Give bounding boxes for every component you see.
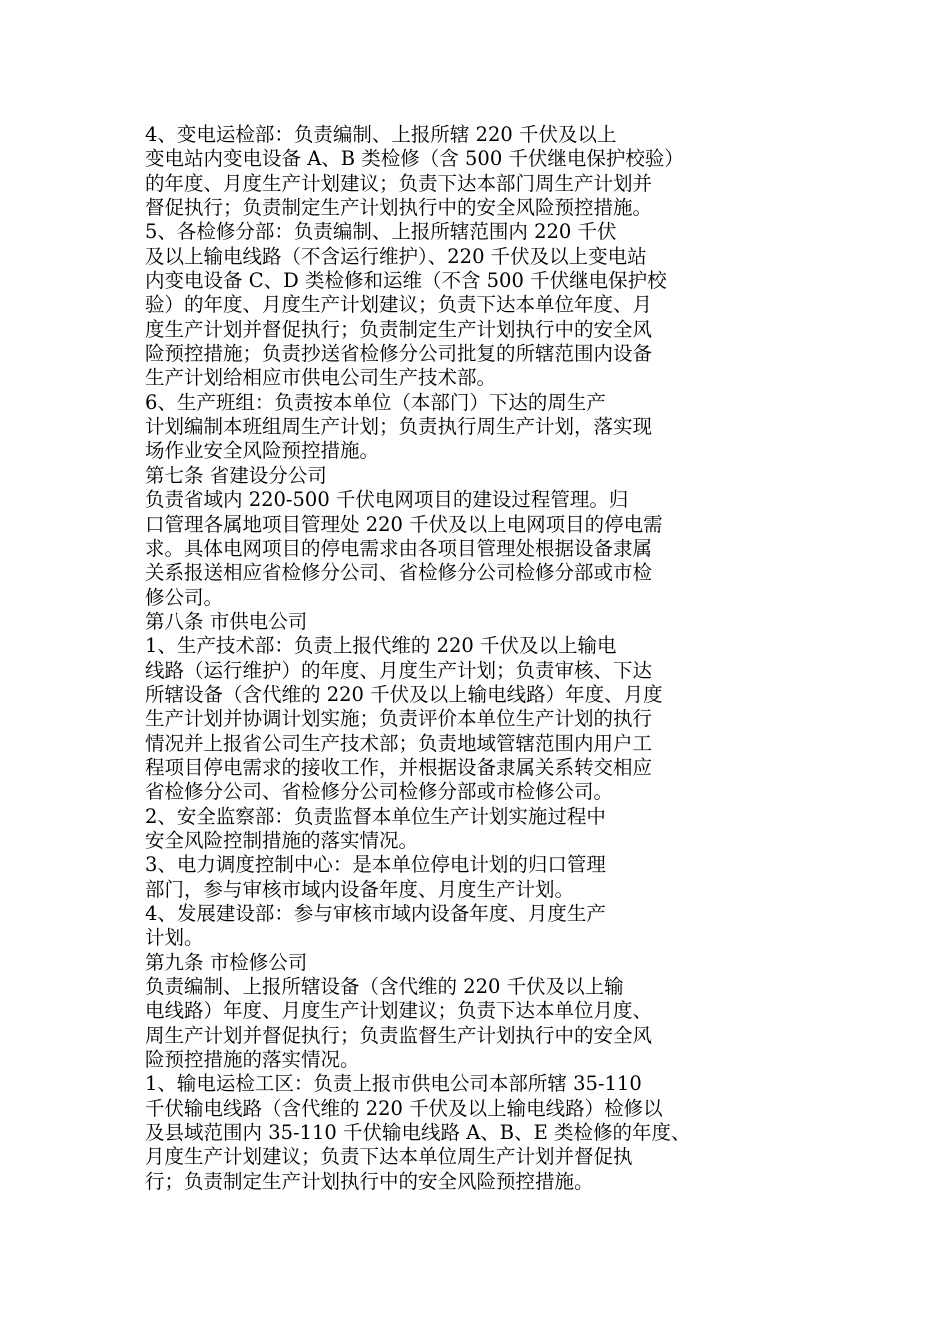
text-line: 4、发展建设部：参与审核市域内设备年度、月度生产 (145, 902, 606, 925)
text-line: 情况并上报省公司生产技术部；负责地域管辖范围内用户工 (145, 731, 653, 755)
text-line: 千伏输电线路（含代维的 220 千伏及以上输电线路）检修以 (145, 1096, 663, 1120)
text-line: 4、变电运检部：负责编制、上报所辖 220 千伏及以上 (145, 123, 617, 146)
text-line: 内变电设备 C、D 类检修和运维（不含 500 千伏继电保护校 (145, 269, 667, 293)
section-heading: 第八条 市供电公司 (145, 609, 308, 633)
text-line: 行；负责制定生产计划执行中的安全风险预控措施。 (145, 1169, 594, 1193)
section-heading: 第九条 市检修公司 (145, 950, 308, 974)
text-line: 计划。 (145, 926, 204, 950)
text-line: 求。具体电网项目的停电需求由各项目管理处根据设备隶属 (145, 536, 653, 560)
text-line: 周生产计划并督促执行；负责监督生产计划执行中的安全风 (145, 1023, 653, 1047)
text-line: 生产计划给相应市供电公司生产技术部。 (145, 366, 497, 390)
text-line: 及以上输电线路（不含运行维护）、220 千伏及以上变电站 (145, 244, 647, 268)
text-line: 1、输电运检工区：负责上报市供电公司本部所辖 35-110 (145, 1072, 642, 1096)
text-line: 6、生产班组：负责按本单位（本部门）下达的周生产 (145, 390, 606, 414)
text-line: 险预控措施的落实情况。 (145, 1048, 360, 1072)
text-line: 安全风险控制措施的落实情况。 (145, 828, 419, 852)
text-line: 计划编制本班组周生产计划；负责执行周生产计划，落实现 (145, 415, 653, 439)
text-line: 的年度、月度生产计划建议；负责下达本部门周生产计划并 (145, 171, 653, 195)
text-line: 场作业安全风险预控措施。 (145, 439, 380, 463)
text-line: 险预控措施；负责抄送省检修分公司批复的所辖范围内设备 (145, 342, 653, 366)
section-heading: 第七条 省建设分公司 (145, 463, 327, 487)
text-line: 修公司。 (145, 585, 224, 609)
text-line: 1、生产技术部：负责上报代维的 220 千伏及以上输电 (145, 634, 617, 658)
text-line: 部门，参与审核市域内设备年度、月度生产计划。 (145, 877, 575, 901)
text-line: 负责省域内 220-500 千伏电网项目的建设过程管理。归 (145, 488, 629, 512)
text-line: 月度生产计划建议；负责下达本单位周生产计划并督促执 (145, 1145, 633, 1169)
text-line: 生产计划并协调计划实施；负责评价本单位生产计划的执行 (145, 707, 653, 731)
text-line: 关系报送相应省检修分公司、省检修分公司检修分部或市检 (145, 561, 653, 585)
text-line: 电线路）年度、月度生产计划建议；负责下达本单位月度、 (145, 999, 653, 1023)
text-line: 2、安全监察部：负责监督本单位生产计划实施过程中 (145, 804, 606, 828)
text-line: 口管理各属地项目管理处 220 千伏及以上电网项目的停电需 (145, 512, 663, 536)
text-line: 验）的年度、月度生产计划建议；负责下达本单位年度、月 (145, 293, 653, 317)
text-line: 负责编制、上报所辖设备（含代维的 220 千伏及以上输 (145, 975, 624, 999)
text-line: 3、电力调度控制中心：是本单位停电计划的归口管理 (145, 853, 606, 877)
text-line: 5、各检修分部：负责编制、上报所辖范围内 220 千伏 (145, 220, 617, 244)
text-line: 变电站内变电设备 A、B 类检修（含 500 千伏继电保护校验） (145, 147, 684, 171)
text-line: 度生产计划并督促执行；负责制定生产计划执行中的安全风 (145, 317, 653, 341)
document-body (145, 123, 735, 1194)
text-line: 省检修分公司、省检修分公司检修分部或市检修公司。 (145, 780, 614, 804)
text-line: 线路（运行维护）的年度、月度生产计划；负责审核、下达 (145, 658, 653, 682)
text-line: 所辖设备（含代维的 220 千伏及以上输电线路）年度、月度 (145, 682, 663, 706)
text-line: 及县域范围内 35-110 千伏输电线路 A、B、E 类检修的年度、 (145, 1121, 691, 1145)
text-line: 程项目停电需求的接收工作，并根据设备隶属关系转交相应 (145, 755, 653, 779)
text-line: 督促执行；负责制定生产计划执行中的安全风险预控措施。 (145, 196, 653, 220)
